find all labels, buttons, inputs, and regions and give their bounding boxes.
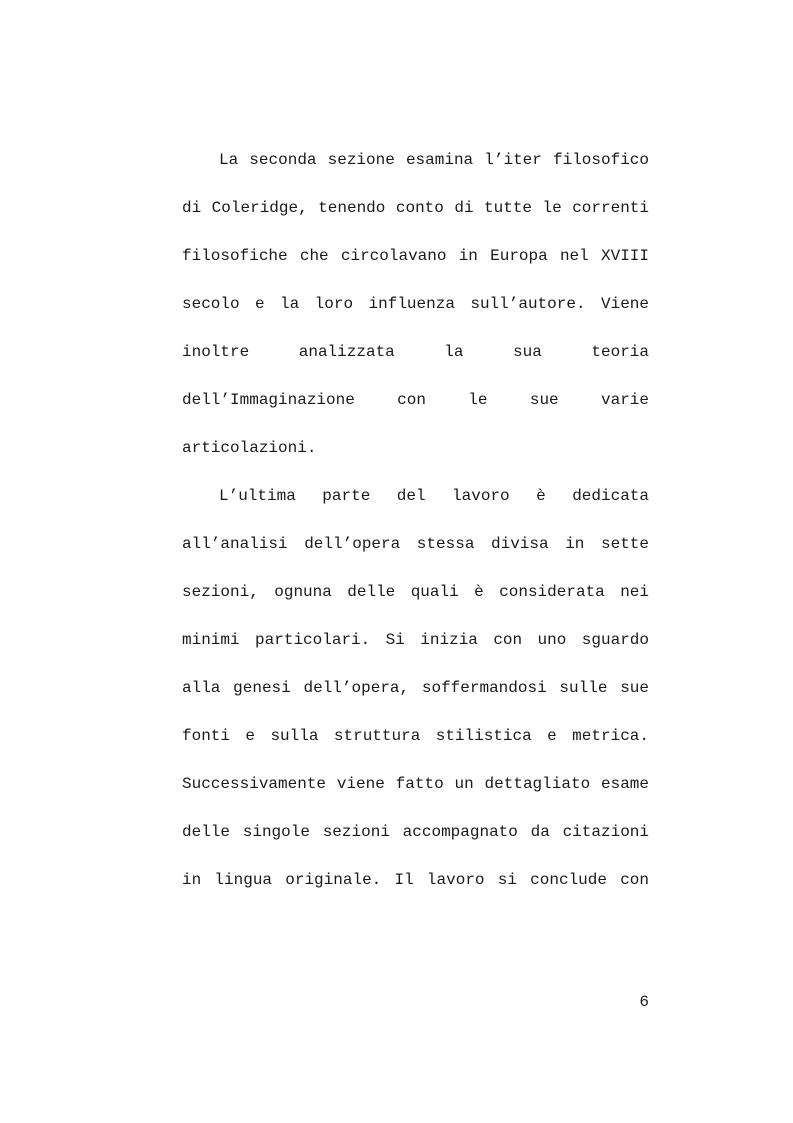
paragraph-line: dell’Immaginazione con le sue varie [182, 391, 649, 409]
paragraph-line: di Coleridge, tenendo conto di tutte le correnti [182, 199, 649, 217]
page-number: 6 [639, 993, 649, 1011]
paragraph-line: Successivamente viene fatto un dettagliato esame [182, 775, 649, 793]
paragraph-line: fonti e sulla struttura stilistica e metrica. [182, 727, 649, 745]
paragraph-line: all’analisi dell’opera stessa divisa in sette [182, 535, 649, 553]
paragraph-line: articolazioni. [182, 439, 317, 457]
paragraph-line: inoltre analizzata la sua teoria [182, 343, 649, 361]
paragraph-line: delle singole sezioni accompagnato da citazioni [182, 823, 649, 841]
paragraph-line: L’ultima parte del lavoro è dedicata [219, 487, 649, 505]
paragraph-line: alla genesi dell’opera, soffermandosi sulle sue [182, 679, 649, 697]
paragraph-line: secolo e la loro influenza sull’autore. Viene [182, 295, 649, 313]
paragraph-line: in lingua originale. Il lavoro si conclude con [182, 871, 649, 889]
paragraph-line: filosofiche che circolavano in Europa nel XVIII [182, 247, 649, 265]
paragraph-line: La seconda sezione esamina l’iter filosofico [219, 151, 649, 169]
body-text [182, 144, 649, 912]
paragraph-line: minimi particolari. Si inizia con uno sguardo [182, 631, 649, 649]
paragraph-line: sezioni, ognuna delle quali è considerata nei [182, 583, 649, 601]
